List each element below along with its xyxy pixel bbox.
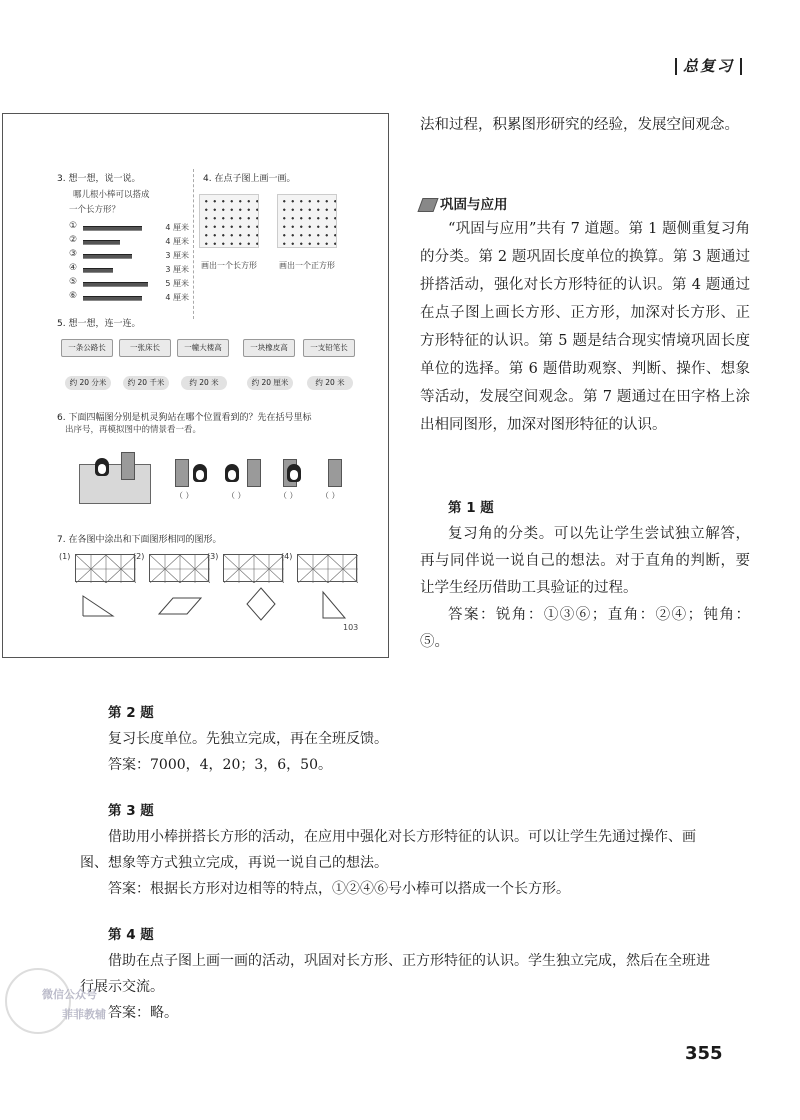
q4-label-rectangle: 画出一个长方形	[201, 261, 257, 270]
tian-grid-4	[297, 554, 357, 582]
textbook-page-image	[2, 113, 389, 658]
q2-title: 第 2 题	[108, 705, 154, 721]
stick	[83, 296, 142, 301]
answer-paren-4: （ ）	[321, 491, 340, 500]
box-scene	[121, 452, 135, 480]
q4-line-1: 借助在点子图上画一画的活动，巩固对长方形、正方形特征的认识。学生独立完成，然后在全班进行展示交流。	[80, 953, 710, 995]
answer-paren-2: （ ）	[227, 491, 246, 500]
diamond-icon	[417, 198, 438, 212]
q2-line-1: 复习长度单位。先独立完成，再在全班反馈。	[108, 731, 388, 747]
stick-length: 4 厘米	[165, 223, 189, 232]
measure-5: 约 20 米	[307, 376, 353, 390]
box-view-4	[328, 459, 342, 487]
chapter-header	[669, 55, 748, 76]
shape-trapezoid	[83, 596, 113, 616]
stick-number: ⑥	[69, 291, 78, 301]
intro-text: 法和过程，积累图形研究的经验，发展空间观念。	[420, 117, 739, 133]
q3-prompt-2: 一个长方形？	[69, 205, 121, 215]
dot-grid-rectangle	[199, 194, 259, 248]
stick-length: 4 厘米	[165, 237, 189, 246]
stick-number: ⑤	[69, 277, 78, 287]
object-building: 一幢大楼高	[177, 339, 229, 357]
stick-row	[69, 249, 189, 263]
q3-block	[80, 798, 723, 902]
stick-length: 5 厘米	[165, 279, 189, 288]
section-body-text: “巩固与应用”共有 7 道题。第 1 题侧重复习角的分类。第 2 题巩固长度单位的换算。第 3 题通过拼搭活动，强化对长方形特征的认识。第 4 题通过在点子图上画长方形、正方形，加深对长方形、正方形特征的认识。第 5 题是结合现实情境巩固长度单位的选择。第 6 题借助观察、判断、操作、想象等活动，发展空间观念。第 7 题通过在田字格上涂出相同图形，加深对图形特征的认识。	[420, 221, 750, 433]
q2-line-2: 答案：7000，4，20；3，6，50。	[108, 757, 332, 773]
stick-number: ③	[69, 249, 78, 259]
measure-3: 约 20 米	[181, 376, 227, 390]
tian-grid-3	[223, 554, 283, 582]
box-view-1	[175, 459, 189, 487]
object-road: 一条公路长	[61, 339, 113, 357]
intro-paragraph	[420, 111, 750, 139]
stick-number: ②	[69, 235, 78, 245]
penguin-scene	[95, 458, 109, 476]
shape-triangle	[323, 592, 345, 618]
divider	[193, 169, 194, 319]
stick-number: ①	[69, 221, 78, 231]
q3-title: 3. 想一想，说一说。	[57, 174, 141, 184]
penguin-view-2	[225, 464, 239, 482]
stick-length: 3 厘米	[165, 251, 189, 260]
stick-number: ④	[69, 263, 78, 273]
penguin-view-1	[193, 464, 207, 482]
q3-prompt-1: 哪儿根小棒可以搭成	[73, 190, 150, 200]
q4-line-2: 答案：略。	[108, 1005, 178, 1021]
q1-body: 复习角的分类。可以先让学生尝试独立解答，再与同伴说一说自己的想法。对于直角的判断，要让学生经历借助工具验证的过程。	[420, 526, 750, 596]
header-bar-right	[740, 58, 742, 75]
stick-row	[69, 235, 189, 249]
q1-block	[420, 495, 750, 656]
stick-length: 4 厘米	[165, 293, 189, 302]
chapter-title: 总复习	[682, 57, 734, 75]
measure-2: 约 20 千米	[123, 376, 169, 390]
stick	[83, 254, 132, 259]
measure-1: 约 20 分米	[65, 376, 111, 390]
measure-4: 约 20 厘米	[247, 376, 293, 390]
q3-title-text: 第 3 题	[108, 803, 154, 819]
stick-row	[69, 277, 189, 291]
watermark-line-1: 微信公众号	[42, 988, 97, 1001]
header-bar-left	[675, 58, 677, 75]
shape-square-rotated	[247, 588, 275, 620]
stick-row	[69, 221, 189, 235]
stick-row	[69, 263, 189, 277]
stick	[83, 268, 113, 273]
object-eraser: 一块橡皮高	[243, 339, 295, 357]
section-title: 巩固与应用	[440, 197, 508, 213]
section-body	[420, 215, 750, 439]
object-pencil: 一支铅笔长	[303, 339, 355, 357]
penguin-view-3	[287, 464, 301, 482]
object-bed: 一张床长	[119, 339, 171, 357]
q4-label-square: 画出一个正方形	[279, 261, 335, 270]
table-scene	[79, 464, 151, 504]
stick	[83, 282, 148, 287]
q3-line-2: 答案：根据长方形对边相等的特点，①②④⑥号小棒可以搭成一个长方形。	[108, 881, 570, 897]
q2-block	[108, 700, 723, 778]
q4-title-text: 第 4 题	[108, 927, 154, 943]
textbook-page-number: 103	[343, 623, 359, 632]
q4-title: 4. 在点子图上画一画。	[203, 174, 296, 184]
q7-label-1: (1)	[59, 552, 71, 561]
q1-answer: 答案：锐角：①③⑥；直角：②④；钝角：⑤。	[420, 607, 750, 650]
q7-label-3: (3)	[207, 552, 219, 561]
box-view-2	[247, 459, 261, 487]
section-heading	[420, 193, 508, 213]
answer-paren-3: （ ）	[279, 491, 298, 500]
q7-label-4: (4)	[281, 552, 293, 561]
q7-shapes	[63, 584, 363, 624]
stick-length: 3 厘米	[165, 265, 189, 274]
q5-title: 5. 想一想，连一连。	[57, 319, 141, 329]
answer-paren-1: （ ）	[175, 491, 194, 500]
shape-parallelogram	[159, 598, 201, 614]
q7-label-2: (2)	[133, 552, 145, 561]
tian-grid-1	[75, 554, 135, 582]
watermark-line-2: 菲菲教辅	[62, 1008, 106, 1021]
q6-title: 6. 下面四幅图分别是机灵狗站在哪个位置看到的？先在括号里标	[57, 413, 312, 423]
page-number: 355	[685, 1043, 723, 1064]
q6-title-2: 出序号，再模拟图中的情景看一看。	[65, 425, 202, 435]
stick	[83, 226, 142, 231]
tian-grid-2	[149, 554, 209, 582]
q7-title: 7. 在各图中涂出和下面图形相同的图形。	[57, 535, 222, 545]
q1-title: 第 1 题	[448, 500, 494, 516]
stick-row	[69, 291, 189, 305]
stick	[83, 240, 120, 245]
watermark	[5, 968, 145, 1038]
q3-line-1: 借助用小棒拼搭长方形的活动，在应用中强化对长方形特征的认识。可以让学生先通过操作、画图、想象等方式独立完成，再说一说自己的想法。	[80, 829, 696, 871]
dot-grid-square	[277, 194, 337, 248]
